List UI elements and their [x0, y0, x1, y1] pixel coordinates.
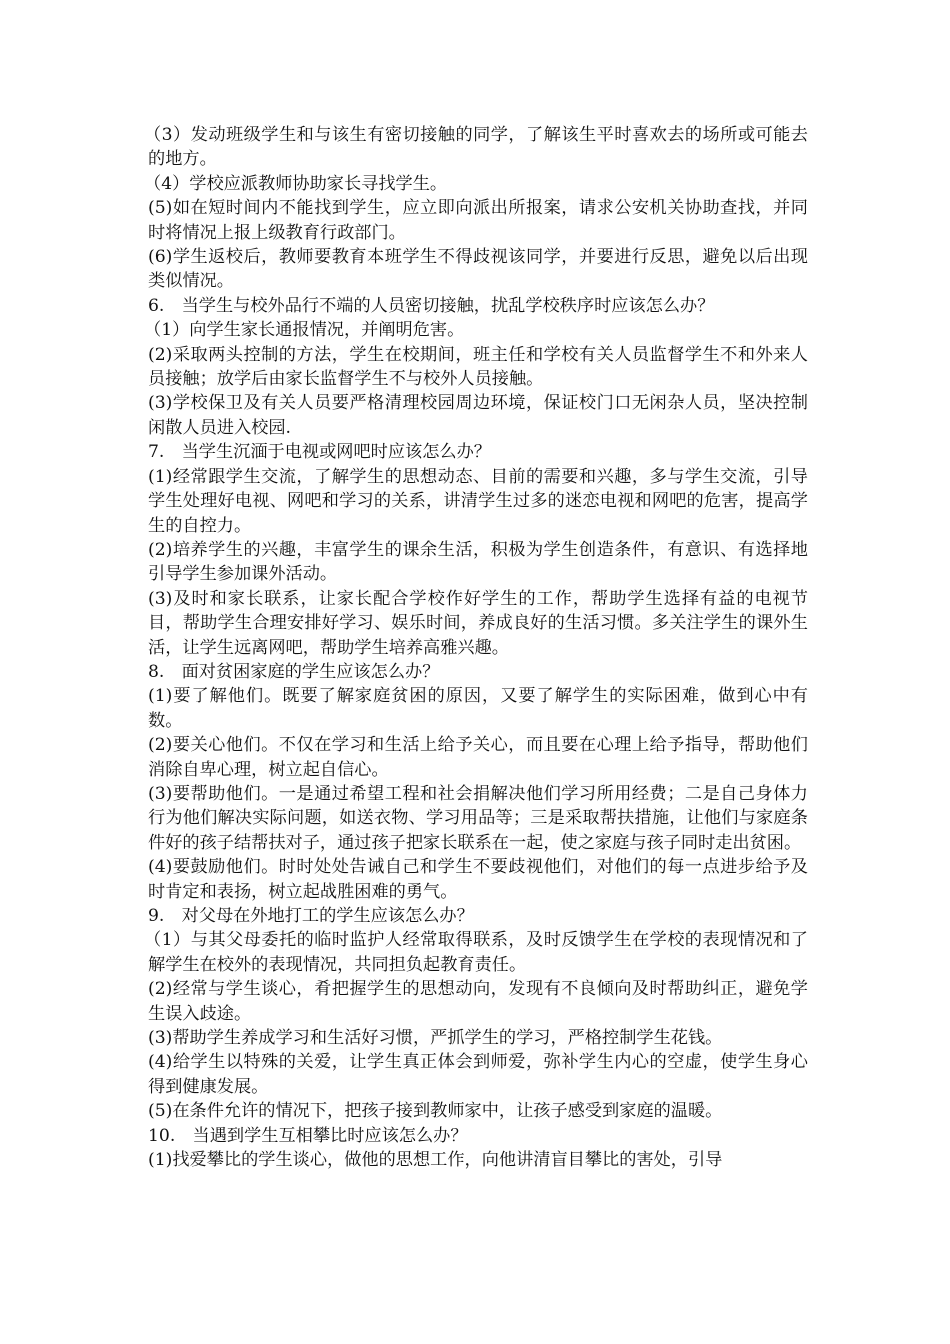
paragraph-item-4: (4)给学生以特殊的关爱，让学生真正体会到师爱，弥补学生内心的空虚，使学生身心得到健康发展。: [148, 1052, 808, 1097]
paragraph-item-2: (2)经常与学生谈心，肴把握学生的思想动向，发现有不良倾向及时帮助纠正，避免学生误入歧途。: [148, 979, 808, 1024]
paragraph-item-3: (3)学校保卫及有关人员要严格清理校园周边环境，保证校门口无闲杂人员，坚决控制闲散人员进入校园.: [148, 393, 808, 438]
paragraph-item-1: （1）向学生家长通报情况，并阐明危害。: [144, 320, 465, 341]
paragraph-item-2: (2)培养学生的兴趣，丰富学生的课余生活，积极为学生创造条件，有意识、有选择地引导学生参加课外活动。: [148, 539, 808, 585]
paragraph-item-6: (6)学生返校后，教师要教育本班学生不得歧视该同学，并要进行反思，避免以后出现类似情况。: [148, 247, 808, 292]
paragraph-item-5: (5)如在短时间内不能找到学生，应立即向派出所报案，请求公安机关协助查找，并同时将情况上报上级教育行政部门。: [148, 198, 808, 243]
question-heading-8: 8. 面对贫困家庭的学生应该怎么办？: [148, 661, 440, 682]
paragraph-item-1: （1）与其父母委托的临时监护人经常取得联系，及时反馈学生在学校的表现情况和了解学生在校外的表现情况，共同担负起教育责任。: [144, 930, 808, 975]
document-body: [144, 123, 808, 1172]
paragraph-item-1: (1)经常跟学生交流，了解学生的思想动态、目前的需要和兴趣，多与学生交流，引导学生处理好电视、网吧和学习的关系，讲清学生过多的迷恋电视和网吧的危害，提高学生的自控力。: [148, 466, 808, 536]
paragraph-item-4: （4）学校应派教师协助家长寻找学生。: [144, 173, 448, 194]
paragraph-item-4: (4)要鼓励他们。时时处处告诫自己和学生不要歧视他们，对他们的每一点进步给予及时肯定和表扬，树立起战胜困难的勇气。: [148, 857, 808, 902]
paragraph-item-3: (3)帮助学生养成学习和生活好习惯，严抓学生的学习，严格控制学生花钱。: [148, 1028, 723, 1049]
question-heading-7: 7. 当学生沉湎于电视或网吧时应该怎么办？: [148, 442, 491, 463]
question-heading-9: 9. 对父母在外地打工的学生应该怎么办？: [148, 906, 474, 926]
paragraph-item-1: (1)找爱攀比的学生谈心，做他的思想工作，向他讲清盲目攀比的害处，引导: [148, 1150, 723, 1171]
paragraph-item-2: (2)要关心他们。不仅在学习和生活上给予关心，而且要在心理上给予指导，帮助他们消除自卑心理，树立起自信心。: [148, 735, 808, 780]
paragraph-item-3: （3）发动班级学生和与该生有密切接触的同学，了解该生平时喜欢去的场所或可能去的地方。: [144, 125, 808, 170]
paragraph-item-2: (2)采取两头控制的方法，学生在校期间，班主任和学校有关人员监督学生不和外来人员接触；放学后由家长监督学生不与校外人员接触。: [148, 344, 808, 390]
paragraph-item-5: (5)在条件允许的情况下，把孩子接到教师家中，让孩子感受到家庭的温暖。: [148, 1101, 723, 1122]
paragraph-item-3: (3)要帮助他们。一是通过希望工程和社会捐解决他们学习所用经费；二是自己身体力行为他们解决实际问题，如送衣物、学习用品等；三是采取帮扶措施，让他们与家庭条件好的孩子结帮扶对子，通过孩子把家长联系在一起，使之家庭与孩子同时走出贫困。: [148, 783, 808, 853]
paragraph-item-3: (3)及时和家长联系，让家长配合学校作好学生的工作，帮助学生选择有益的电视节目，帮助学生合理安排好学习、娱乐时间，养成良好的生活习惯。多关注学生的课外生活，让学生远离网吧，帮助学生培养高雅兴趣。: [148, 588, 808, 658]
question-heading-10: 10. 当遇到学生互相攀比时应该怎么办？: [148, 1125, 468, 1146]
paragraph-item-1: (1)要了解他们。既要了解家庭贫困的原因，又要了解学生的实际困难，做到心中有数。: [148, 686, 808, 731]
question-heading-6: 6. 当学生与校外品行不端的人员密切接触，扰乱学校秩序时应该怎么办？: [148, 295, 715, 316]
